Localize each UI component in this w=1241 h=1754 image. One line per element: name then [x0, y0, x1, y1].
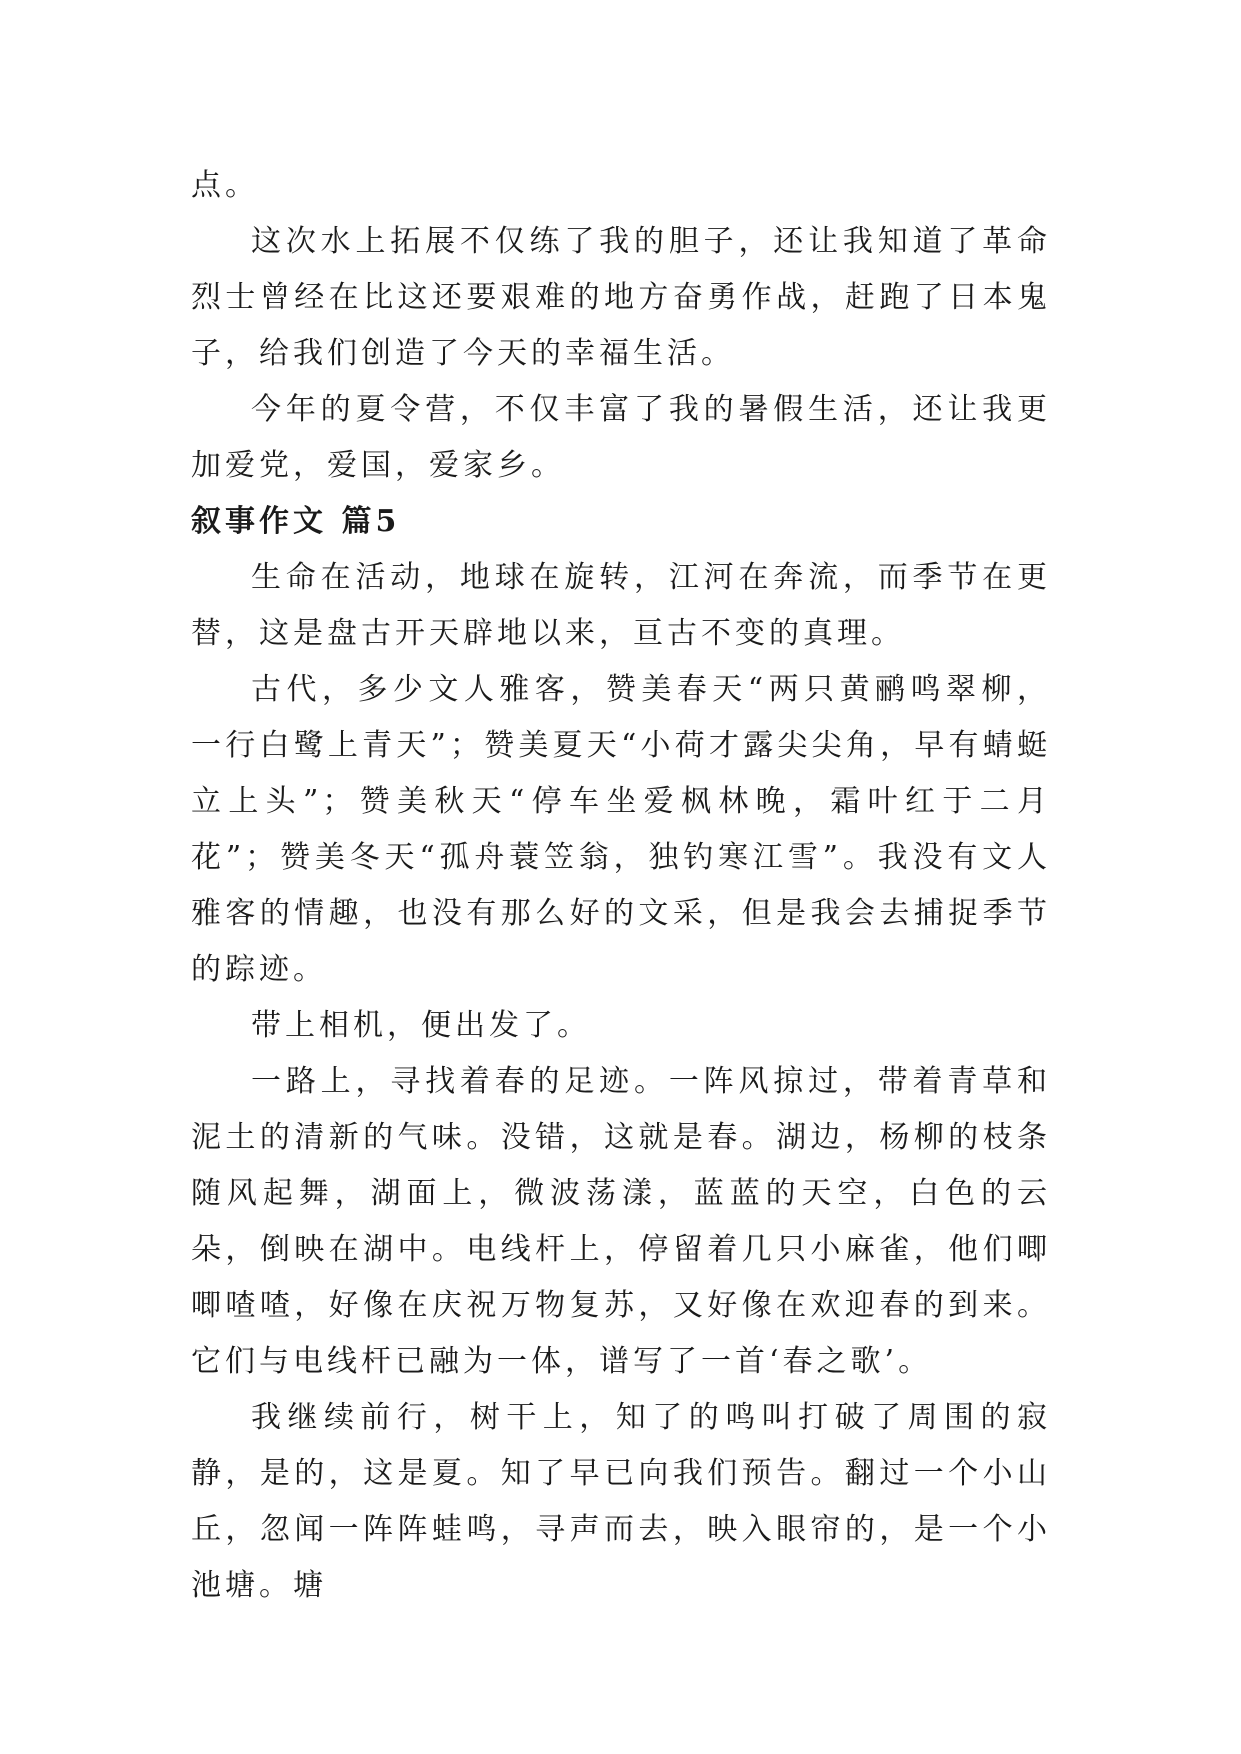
paragraph: 带上相机，便出发了。 — [251, 1008, 591, 1043]
paragraph: 这次水上拓展不仅练了我的胆子，还让我知道了革命烈士曾经在比这还要艰难的地方奋勇作战，赶跑了日本鬼子，给我们创造了今天的幸福生活。 — [191, 224, 1051, 371]
paragraph: 我继续前行，树干上，知了的鸣叫打破了周围的寂静，是的，这是夏。知了早已向我们预告。翻过一个小山丘，忽闻一阵阵蛙鸣，寻声而去，映入眼帘的，是一个小池塘。塘 — [191, 1400, 1051, 1603]
document-body — [191, 158, 1051, 1614]
paragraph: 一路上，寻找着春的足迹。一阵风掠过，带着青草和泥土的清新的气味。没错，这就是春。湖边，杨柳的枝条随风起舞，湖面上，微波荡漾，蓝蓝的天空，白色的云朵，倒映在湖中。电线杆上，停留着几只小麻雀，他们唧唧喳喳，好像在庆祝万物复苏，又好像在欢迎春的到来。它们与电线杆已融为一体，谱写了一首‘春之歌’。 — [191, 1064, 1051, 1379]
paragraph: 生命在活动，地球在旋转，江河在奔流，而季节在更替，这是盘古开天辟地以来，亘古不变的真理。 — [191, 560, 1051, 651]
section-title: 叙事作文 篇5 — [191, 504, 401, 539]
paragraph: 古代，多少文人雅客，赞美春天“两只黄鹂鸣翠柳，一行白鹭上青天”；赞美夏天“小荷才露尖尖角，早有蜻蜓立上头”；赞美秋天“停车坐爱枫林晚，霜叶红于二月花”；赞美冬天“孤舟蓑笠翁，独钓寒江雪”。我没有文人雅客的情趣，也没有那么好的文采，但是我会去捕捉季节的踪迹。 — [191, 672, 1051, 987]
paragraph: 今年的夏令营，不仅丰富了我的暑假生活，还让我更加爱党，爱国，爱家乡。 — [191, 392, 1051, 483]
paragraph: 点。 — [191, 168, 259, 203]
